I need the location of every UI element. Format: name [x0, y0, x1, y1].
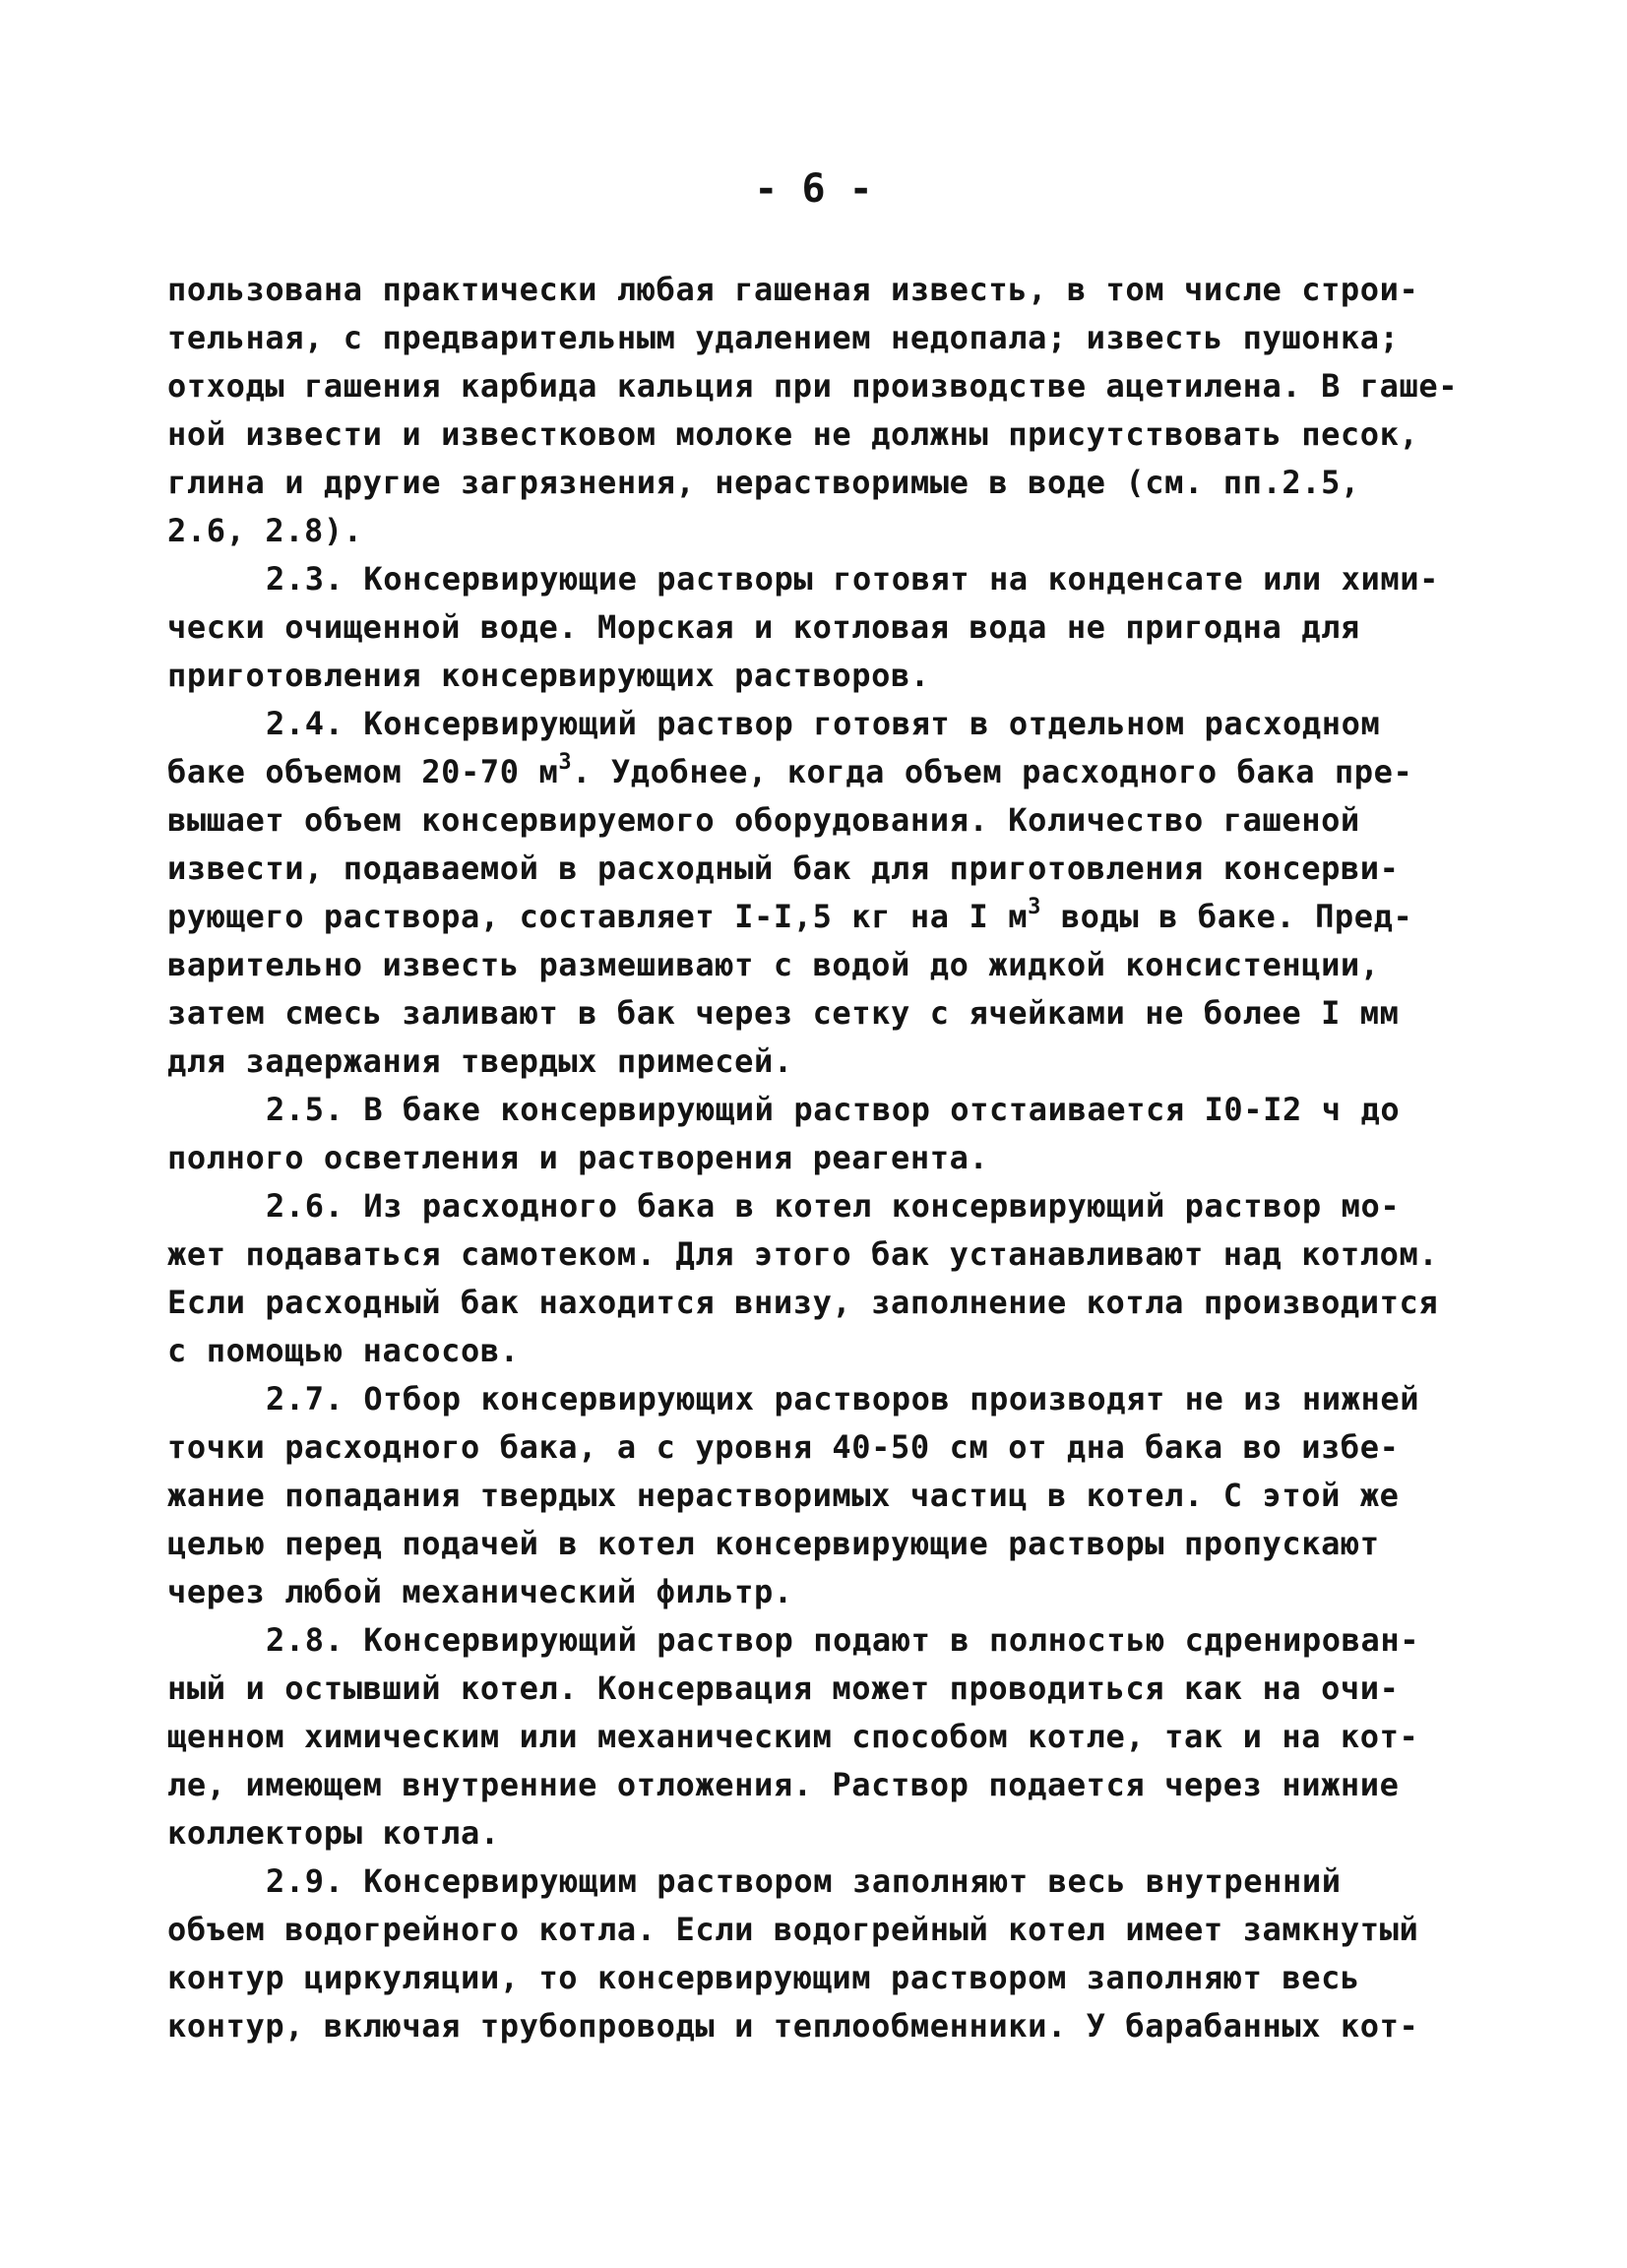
text-line: через любой механический фильтр. — [167, 1573, 793, 1610]
paragraph-start-line: 2.4. Консервирующий раствор готовят в отдельном расходном — [266, 705, 1381, 742]
text-line: объем водогрейного котла. Если водогрейный котел имеет замкнутый — [167, 1911, 1419, 1948]
text-line — [167, 748, 1447, 796]
text-segment: баке объемом 20-70 м — [167, 753, 559, 790]
text-line: глина и другие загрязнения, нерастворимые в воде (см. пп.2.5, — [167, 464, 1360, 501]
text-line: контур циркуляции, то консервирующим раствором заполняют весь — [167, 1959, 1360, 1996]
superscript-exponent: 3 — [1028, 895, 1041, 919]
text-line: тельная, с предварительным удалением недопала; известь пушонка; — [167, 319, 1400, 356]
text-line: ный и остывший котел. Консервация может проводиться как на очи- — [167, 1670, 1400, 1707]
text-segment: рующего раствора, составляет I-I,5 кг на I м — [167, 898, 1029, 935]
text-line: чески очищенной воде. Морская и котловая вода не пригодна для — [167, 608, 1360, 646]
text-line: контур, включая трубопроводы и теплообменники. У барабанных кот- — [167, 2007, 1419, 2045]
text-line: Если расходный бак находится внизу, заполнение котла производится — [167, 1284, 1439, 1321]
paragraph-start-line: 2.5. В баке консервирующий раствор отстаивается I0-I2 ч до — [266, 1091, 1401, 1128]
paragraph-start-line: 2.9. Консервирующим раствором заполняют весь внутренний — [266, 1862, 1342, 1900]
text-line: извести, подаваемой в расходный бак для приготовления консерви- — [167, 850, 1400, 887]
text-line: пользована практически любая гашеная известь, в том числе строи- — [167, 271, 1419, 308]
paragraph-start-line: 2.6. Из расходного бака в котел консервирующий раствор мо- — [266, 1187, 1401, 1225]
text-line — [167, 893, 1447, 941]
text-segment: . Удобнее, когда объем расходного бака пре- — [572, 753, 1413, 790]
text-line: полного осветления и растворения реагента. — [167, 1139, 989, 1176]
paragraph-start-line: 2.8. Консервирующий раствор подают в полностью сдренирован- — [266, 1621, 1420, 1659]
text-line: с помощью насосов. — [167, 1332, 520, 1369]
text-line: коллекторы котла. — [167, 1814, 500, 1852]
page-number: - 6 - — [754, 166, 873, 212]
document-body — [167, 266, 1459, 2050]
text-segment: воды в баке. Пред- — [1040, 898, 1413, 935]
text-line: отходы гашения карбида кальция при производстве ацетилена. В гаше- — [167, 367, 1459, 405]
text-line: щенном химическим или механическим способом котле, так и на кот- — [167, 1718, 1419, 1755]
text-line: варительно известь размешивают с водой до жидкой консистенции, — [167, 946, 1380, 983]
text-line: ле, имеющем внутренние отложения. Раствор подается через нижние — [167, 1766, 1400, 1803]
text-line: целью перед подачей в котел консервирующие растворы пропускают — [167, 1525, 1380, 1562]
text-line: жет подаваться самотеком. Для этого бак устанавливают над котлом. — [167, 1235, 1439, 1273]
text-line: 2.6, 2.8). — [167, 512, 363, 549]
text-line: точки расходного бака, а с уровня 40-50 см от дна бака во избе- — [167, 1428, 1400, 1466]
text-line: затем смесь заливают в бак через сетку с ячейками не более I мм — [167, 994, 1400, 1032]
text-line: ной извести и известковом молоке не должны присутствовать песок, — [167, 415, 1419, 453]
text-line: для задержания твердых примесей. — [167, 1042, 793, 1080]
paragraph-start-line: 2.3. Консервирующие растворы готовят на конденсате или хими- — [266, 560, 1439, 598]
text-line: жание попадания твердых нерастворимых частиц в котел. С этой же — [167, 1477, 1400, 1514]
text-line: вышает объем консервируемого оборудования. Количество гашеной — [167, 801, 1360, 839]
superscript-exponent: 3 — [558, 750, 573, 775]
text-line: приготовления консервирующих растворов. — [167, 657, 930, 694]
paragraph-start-line: 2.7. Отбор консервирующих растворов производят не из нижней — [266, 1380, 1420, 1418]
